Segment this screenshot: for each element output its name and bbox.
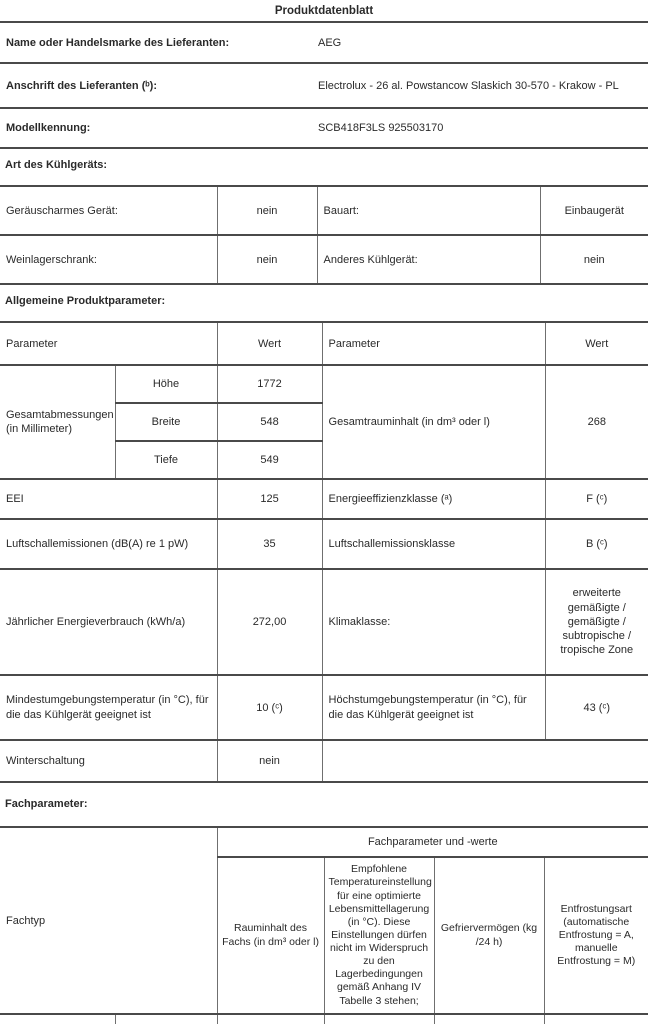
param-label-cell: Winterschaltung xyxy=(0,740,217,782)
param-value-cell: nein xyxy=(217,235,317,284)
param-value-cell: nein xyxy=(540,235,648,284)
param-label-cell: Bauart: xyxy=(317,186,540,235)
param-value-cell: 35 xyxy=(217,519,322,569)
appliance-type-table xyxy=(0,185,648,285)
column-header-value: Wert xyxy=(217,322,322,365)
group-header-cell: Fachparameter und -werte xyxy=(217,827,648,857)
compartment-type-header-cell: Fachtyp xyxy=(0,827,217,1014)
column-header-defrost-type: Entfrostungsart (automatische Entfrostung = A, manuelle Entfrostung = M) xyxy=(544,857,648,1014)
param-value-cell: 125 xyxy=(217,479,322,519)
dimension-sub-label: Breite xyxy=(115,403,217,441)
column-header-freezing-capacity: Gefriervermögen (kg /24 h) xyxy=(434,857,544,1014)
climate-class-value-cell: erweiterte gemäßigte / gemäßigte / subtropische / tropische Zone xyxy=(545,569,648,675)
total-volume-label-cell: Gesamtrauminhalt (in dm³ oder l) xyxy=(322,365,545,479)
empty-cell xyxy=(324,1014,434,1024)
param-value-cell: 43 (ᶜ) xyxy=(545,675,648,740)
column-header-parameter: Parameter xyxy=(322,322,545,365)
dimension-sub-value: 1772 xyxy=(217,365,322,403)
param-label-cell: EEI xyxy=(0,479,217,519)
param-label-cell: Luftschallemissionen (dB(A) re 1 pW) xyxy=(0,519,217,569)
column-header-value: Wert xyxy=(545,322,648,365)
empty-cell xyxy=(217,1014,324,1024)
param-value-cell: B (ᶜ) xyxy=(545,519,648,569)
empty-cell xyxy=(115,1014,217,1024)
supplier-address-label: Anschrift des Lieferanten (ᵇ): xyxy=(0,63,318,108)
param-label-cell: Energieeffizienzklasse (ᵃ) xyxy=(322,479,545,519)
section-heading-general-parameters: Allgemeine Produktparameter: xyxy=(5,295,166,307)
param-label-cell: Jährlicher Energieverbrauch (kWh/a) xyxy=(0,569,217,675)
dimension-sub-value: 548 xyxy=(217,403,322,441)
param-label-cell: Höchstumgebungstemperatur (in °C), für die das Kühlgerät geeignet ist xyxy=(322,675,545,740)
param-value-cell: nein xyxy=(217,740,322,782)
supplier-name-value: AEG xyxy=(318,22,648,63)
general-parameters-table xyxy=(0,321,648,783)
param-label-cell: Geräuscharmes Gerät: xyxy=(0,186,217,235)
empty-cell xyxy=(434,1014,544,1024)
section-heading-compartment-parameters: Fachparameter: xyxy=(5,798,88,810)
dimension-sub-label: Tiefe xyxy=(115,441,217,479)
compartment-parameters-table xyxy=(0,826,648,1024)
param-label-cell: Weinlagerschrank: xyxy=(0,235,217,284)
model-id-label: Modellkennung: xyxy=(0,108,318,148)
empty-cell xyxy=(0,1014,115,1024)
param-value-cell: 272,00 xyxy=(217,569,322,675)
param-label-cell: Anderes Kühlgerät: xyxy=(317,235,540,284)
dimension-sub-label: Höhe xyxy=(115,365,217,403)
model-id-value: SCB418F3LS 925503170 xyxy=(318,108,648,148)
dimensions-label-cell: Gesamtabmessungen (in Millimeter) xyxy=(0,365,115,479)
param-value-cell: F (ᶜ) xyxy=(545,479,648,519)
supplier-info-table xyxy=(0,0,648,149)
param-value-cell: nein xyxy=(217,186,317,235)
param-label-cell: Mindestumgebungstemperatur (in °C), für die das Kühlgerät geeignet ist xyxy=(0,675,217,740)
supplier-name-label: Name oder Handelsmarke des Lieferanten: xyxy=(0,22,318,63)
param-value-cell: Einbaugerät xyxy=(540,186,648,235)
param-label-cell: Klimaklasse: xyxy=(322,569,545,675)
param-value-cell: 10 (ᶜ) xyxy=(217,675,322,740)
column-header-volume: Rauminhalt des Fachs (in dm³ oder l) xyxy=(217,857,324,1014)
param-label-cell: Luftschallemissionsklasse xyxy=(322,519,545,569)
empty-cell xyxy=(322,740,648,782)
section-heading-appliance-type: Art des Kühlgeräts: xyxy=(5,159,108,171)
total-volume-value-cell: 268 xyxy=(545,365,648,479)
empty-cell xyxy=(544,1014,648,1024)
column-header-parameter: Parameter xyxy=(0,322,217,365)
supplier-address-value: Electrolux - 26 al. Powstancow Slaskich 30-570 - Krakow - PL xyxy=(318,63,648,108)
dimension-sub-value: 549 xyxy=(217,441,322,479)
page-title: Produktdatenblatt xyxy=(0,0,648,22)
column-header-temperature-setting: Empfohlene Temperatureinstellung für eine optimierte Lebensmittellagerung (in °C). Diese Einstellungen dürfen nicht im Widerspruch zu den Lagerbedingungen gemäß Anhang IV Tabelle 3 stehen; xyxy=(324,857,434,1014)
